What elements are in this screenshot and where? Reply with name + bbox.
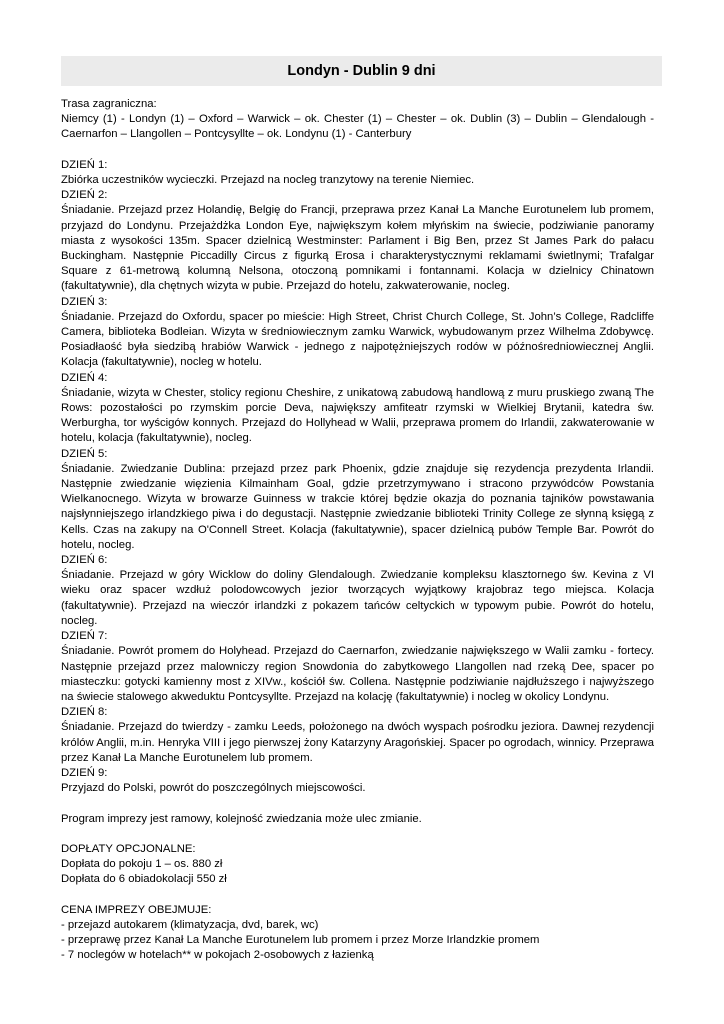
extras-heading: DOPŁATY OPCJONALNE:: [61, 842, 196, 855]
day-label: DZIEŃ 2:: [61, 189, 108, 202]
day-7: [61, 629, 654, 705]
title-bar: [61, 56, 662, 86]
day-label: DZIEŃ 4:: [61, 371, 108, 384]
day-text: Zbiórka uczestników wycieczki. Przejazd na nocleg tranzytowy na terenie Niemiec.: [61, 174, 475, 186]
spacer: [61, 796, 654, 811]
day-text: Śniadanie. Przejazd w góry Wicklow do doliny Glendalough. Zwiedzanie kompleksu klasztornego św. Kevina z VI wieku oraz spacer wzdłuż polodowcowych jezior tworzących wyjątkowy krajobraz tego miejsca. Kolacja (fakultatywnie). Przejazd na wieczór irlandzki z pokazem tańców celtyckich w typowym pubie. Powrót do hotelu, nocleg.: [61, 569, 654, 627]
day-text: Śniadanie, wizyta w Chester, stolicy regionu Cheshire, z unikatową zabudową handlową z muru pruskiego zwaną The Rows: pozostałości po rzymskim porcie Deva, największy amfiteatr rzymski w Wielkiej Brytanii, katedra św. Werburgha, tor wyścigów konnych. Przejazd do Hollyhead w Walii, przeprawa promem do Irlandii, zakwaterowanie w hotelu, kolacja (fakultatywnie), nocleg.: [61, 386, 654, 445]
day-label: DZIEŃ 6:: [61, 554, 108, 567]
spacer: [61, 143, 654, 158]
extras-item: Dopłata do 6 obiadokolacji 550 zł: [61, 873, 227, 886]
day-label: DZIEŃ 8:: [61, 706, 108, 719]
day-label: DZIEŃ 5:: [61, 447, 108, 460]
day-8: [61, 705, 654, 766]
day-1: [61, 158, 654, 188]
spacer: [61, 888, 654, 903]
day-text: Śniadanie. Zwiedzanie Dublina: przejazd przez park Phoenix, gdzie znajduje się rezydencja prezydenta Irlandii. Następnie zwiedzanie więzienia Kilmainham Goal, gdzie przetrzymywano i stracono przywódców Powstania Wielkanocnego. Wizyta w browarze Guinness w trakcie której będzie okazja do poznania tajników powstawania najsłynniejszego irlandzkiego piwa i do degustacji. Następnie zwiedzanie biblioteki Trinity College ze słynną księgą z Kells. Czas na zakupy na O'Connell Street. Kolacja (fakultatywnie), spacer dzielnicą pubów Temple Bar. Powrót do hotelu, nocleg.: [61, 462, 654, 551]
includes-item: - przeprawę przez Kanał La Manche Eurotunelem lub promem i przez Morze Irlandzkie promem: [61, 934, 540, 947]
document-content: [61, 97, 654, 964]
day-label: DZIEŃ 9:: [61, 766, 108, 779]
route-label: Trasa zagraniczna:: [61, 98, 157, 110]
day-label: DZIEŃ 7:: [61, 630, 108, 643]
document-title: Londyn - Dublin 9 dni: [287, 63, 436, 79]
day-text: Śniadanie. Przejazd przez Holandię, Belgię do Francji, przeprawa przez Kanał La Manche Eurotunelem lub promem, przyjazd do Londynu. Przejażdżka London Eye, największym kołem młyńskim na świecie, podziwianie panoramy miasta z wysokości 135m. Spacer dzielnicą Westminster: Parlament i Big Ben, przez St James Park do pałacu Buckingham. Następnie Piccadilly Circus z figurką Erosa i charakterystycznymi reklamami świetlnymi; Trafalgar Square z 61-metrową kolumną Nelsona, otoczoną pomnikami i fontannami. Kolacja w dzielnicy Chinatown (fakultatywnie), dla chętnych wizyta w pubie. Przejazd do hotelu, zakwaterowanie, nocleg.: [61, 204, 654, 293]
day-5: [61, 447, 654, 553]
includes-item: - przejazd autokarem (klimatyzacja, dvd, barek, wc): [61, 918, 319, 931]
includes-heading: CENA IMPREZY OBEJMUJE:: [61, 903, 212, 916]
route-text: Niemcy (1) - Londyn (1) – Oxford – Warwick – ok. Chester (1) – Chester – ok. Dublin (3) – Dublin – Glendalough - Caernarfon – Llangollen – Pontcysyllte – ok. Londynu (1) - Canterbury: [61, 113, 654, 141]
day-4: [61, 371, 654, 447]
day-text: Śniadanie. Przejazd do Oxfordu, spacer po mieście: High Street, Christ Church College, St. John’s College, Radcliffe Camera, biblioteka Bodleian. Wizyta w średniowiecznym zamku Warwick, wybudowanym przez Wilhelma Zdobywcę. Posiadłaość była siedzibą hrabiów Warwick - jednego z najpotężniejszych rodów w późnośredniowiecznej Anglii. Kolacja (fakultatywnie), nocleg w hotelu.: [61, 310, 654, 369]
day-2: [61, 188, 654, 294]
day-text: Śniadanie. Powrót promem do Holyhead. Przejazd do Caernarfon, zwiedzanie największego w Walii zamku - fortecy. Następnie przejazd przez malowniczy region Snowdonia do zabytkowego Llangollen nad rzeką Dee, spacer po miasteczku: gotycki kamienny most z XIVw., kościół św. Collena. Następnie podziwianie najdłuższego i najwyższego na świecie stalowego akweduktu Pontcysyllte. Przejazd na kolację (fakultatywnie) i nocleg w okolicy Londynu.: [61, 645, 654, 703]
day-label: DZIEŃ 1:: [61, 158, 108, 171]
program-note: Program imprezy jest ramowy, kolejność zwiedzania może ulec zmianie.: [61, 812, 422, 825]
day-3: [61, 295, 654, 371]
day-6: [61, 553, 654, 629]
day-label: DZIEŃ 3:: [61, 295, 108, 308]
extras-item: Dopłata do pokoju 1 – os. 880 zł: [61, 858, 223, 871]
day-9: [61, 766, 654, 796]
spacer: [61, 827, 654, 842]
includes-item: - 7 noclegów w hotelach** w pokojach 2-osobowych z łazienką: [61, 949, 374, 962]
day-text: Śniadanie. Przejazd do twierdzy - zamku Leeds, położonego na dwóch wyspach pośrodku jeziora. Dawnej rezydencji królów Anglii, m.in. Henryka VIII i jego pierwszej żony Katarzyny Aragońskiej. Spacer po ogrodach, winnicy. Przeprawa przez Kanał La Manche Eurotunelem lub promem.: [61, 721, 654, 764]
day-text: Przyjazd do Polski, powrót do poszczególnych miejscowości.: [61, 782, 366, 795]
